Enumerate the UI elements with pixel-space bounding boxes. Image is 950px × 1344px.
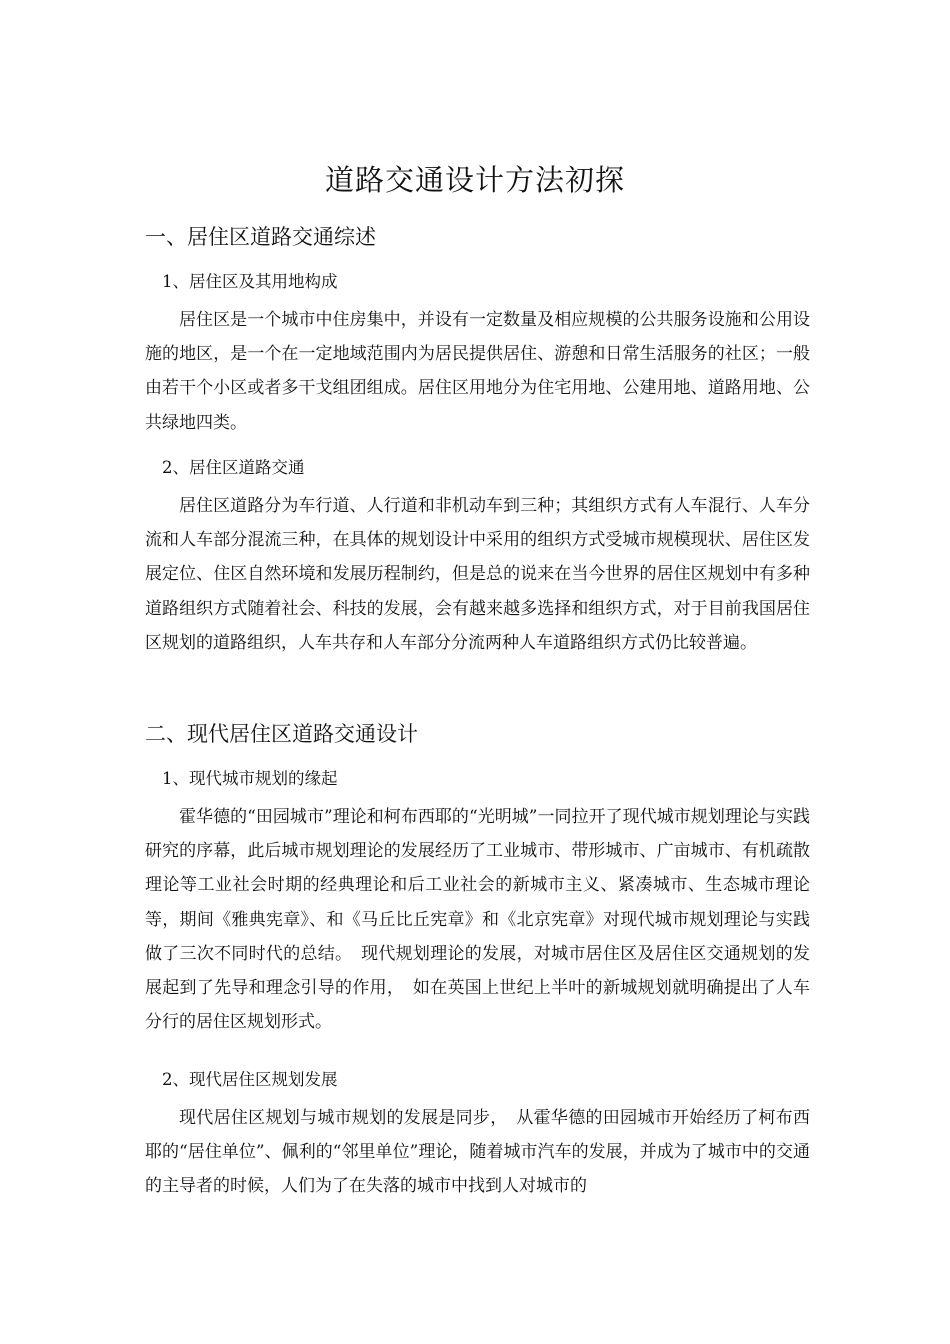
subsection-heading-2-1: 1、现代城市规划的缘起 [162,769,338,788]
paragraph-1-1: 居住区是一个城市中住房集中，并设有一定数量及相应规模的公共服务设施和公用设施的地区，是一个在一定地域范围内为居民提供居住、游憩和日常生活服务的社区；一般由若干个小区或者多干戈组团组成。居住区用地分为住宅用地、公建用地、道路用地、公共绿地四类。 [145,310,810,433]
paragraph-2-1: 霍华德的“田园城市”理论和柯布西耶的“光明城”一同拉开了现代城市规划理论与实践研究的序幕，此后城市规划理论的发展经历了工业城市、带形城市、广亩城市、有机疏散理论等工业社会时期的经典理论和后工业社会的新城市主义、紧凑城市、生态城市理论等，期间《雅典宪章》、和《马丘比丘宪章》和《北京宪章》对现代城市规划理论与实践做了三次不同时代的总结。 现代规划理论的发展，对城市居住区及居住区交通规划的发展起到了先导和理念引导的作用， 如在英国上世纪上半叶的新城规划就明确提出了人车分行的居住区规划形式。 [145,807,810,1033]
paragraph-2-2: 现代居住区规划与城市规划的发展是同步， 从霍华德的田园城市开始经历了柯布西耶的“居住单位”、佩利的“邻里单位”理论，随着城市汽车的发展，并成为了城市中的交通的主导者的时候，人们为了在失落的城市中找到人对城市的 [145,1108,810,1197]
subsection-heading-1-1: 1、居住区及其用地构成 [162,272,338,291]
paragraph-1-2: 居住区道路分为车行道、人行道和非机动车到三种；其组织方式有人车混行、人车分流和人车部分混流三种，在具体的规划设计中采用的组织方式受城市规模现状、居住区发展定位、住区自然环境和发展历程制约，但是总的说来在当今世界的居住区规划中有多种道路组织方式随着社会、科技的发展，会有越来越多选择和组织方式，对于目前我国居住区规划的道路组织，人车共存和人车部分分流两种人车道路组织方式仍比较普遍。 [145,496,810,653]
subsection-heading-1-2: 2、居住区道路交通 [162,458,305,477]
document-title: 道路交通设计方法初探 [324,163,625,197]
section-heading-2: 二、现代居住区道路交通设计 [145,722,418,746]
subsection-heading-2-2: 2、现代居住区规划发展 [162,1070,338,1089]
section-heading-1: 一、居住区道路交通综述 [145,225,376,249]
